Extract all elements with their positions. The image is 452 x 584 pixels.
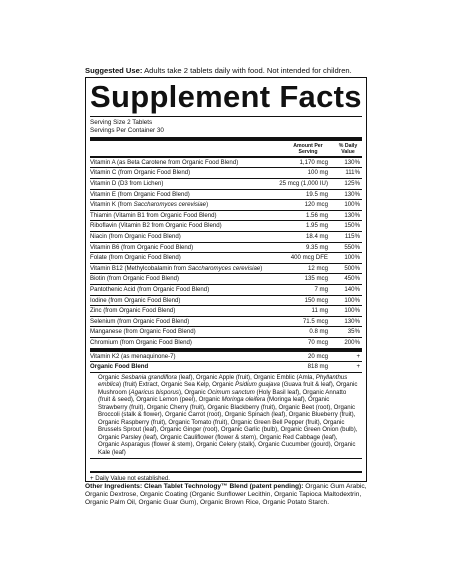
nutrient-name: Chromium (from Organic Food Blend) — [90, 338, 192, 346]
nutrient-amount: 100 mg — [307, 169, 328, 177]
nutrient-amount: 0.8 mg — [309, 328, 328, 336]
nutrient-row — [90, 221, 362, 232]
nutrient-amount: 70 mcg — [308, 338, 328, 346]
suggested-use-label: Suggested Use: — [85, 66, 143, 75]
nutrient-dv: 100% — [344, 254, 360, 262]
nutrient-amount: 1,170 mcg — [299, 158, 328, 166]
food-blend-row — [90, 362, 362, 373]
nutrient-amount: 1.95 mg — [305, 222, 328, 230]
nutrient-dv: 35% — [347, 328, 360, 336]
nutrient-amount: 25 mcg (1,000 IU) — [279, 180, 328, 187]
nutrient-dv: 111% — [345, 169, 360, 177]
nutrient-amount: 400 mcg DFE — [290, 254, 328, 262]
nutrient-name: Pantothenic Acid (from Organic Food Blend) — [90, 285, 210, 293]
nutrient-dv: 450% — [344, 275, 360, 283]
nutrient-name: Vitamin A (as Beta Carotene from Organic Food Blend) — [90, 158, 239, 166]
nutrient-amount: 120 mcg — [304, 201, 328, 209]
nutrient-amount: 818 mg — [307, 363, 328, 371]
nutrient-name: Manganese (from Organic Food Blend) — [90, 328, 196, 336]
nutrient-row — [90, 232, 362, 243]
nutrient-dv: 500% — [344, 264, 360, 272]
nutrient-amount: 135 mcg — [304, 275, 328, 283]
nutrient-dv: + — [356, 352, 360, 360]
nutrient-name: Iodine (from Organic Food Blend) — [90, 296, 181, 304]
nutrient-name: Vitamin B6 (from Organic Food Blend) — [90, 243, 194, 251]
nutrient-dv: 140% — [344, 285, 360, 293]
nutrient-amount: 11 mg — [311, 307, 328, 315]
nutrient-dv: 115% — [344, 232, 360, 240]
nutrient-row — [90, 338, 362, 349]
nutrient-row — [90, 200, 362, 211]
nutrient-name: Zinc (from Organic Food Blend) — [90, 307, 176, 315]
nutrient-dv: 200% — [344, 338, 360, 346]
nutrient-name: Vitamin E (from Organic Food Blend) — [90, 190, 190, 198]
other-ingredients — [85, 483, 370, 508]
nutrient-row — [90, 158, 362, 169]
servings-per-container: Servings Per Container 30 — [90, 127, 164, 135]
nutrient-amount: 18.4 mg — [305, 232, 328, 240]
panel-title: Supplement Facts — [90, 80, 362, 117]
nutrient-name: Vitamin B12 (Methylcobalamin from Saccharomyces cerevisiae) — [90, 264, 263, 272]
nutrient-dv: 130% — [344, 317, 360, 325]
nutrient-row — [90, 296, 362, 307]
nutrient-name: Biotin (from Organic Food Blend) — [90, 275, 180, 283]
nutrient-name: Niacin (from Organic Food Blend) — [90, 232, 181, 240]
nutrient-rows — [90, 158, 362, 349]
nutrient-dv: 100% — [344, 296, 360, 304]
nutrient-dv: 100% — [344, 307, 360, 315]
vitamin-k2-row — [90, 352, 362, 363]
nutrient-dv: 150% — [344, 222, 360, 230]
nutrient-name: Thiamin (Vitamin B1 from Organic Food Blend) — [90, 211, 217, 219]
nutrient-row — [90, 179, 362, 190]
nutrient-amount: 150 mcg — [304, 296, 328, 304]
nutrient-amount: 20 mcg — [308, 352, 328, 360]
nutrient-row — [90, 253, 362, 264]
nutrient-name: Folate (from Organic Food Blend) — [90, 254, 181, 262]
footnote: + Daily Value not established. — [90, 471, 362, 483]
nutrient-name: Vitamin K2 (as menaquinone-7) — [90, 352, 176, 360]
nutrient-name: Vitamin D (D3 from Lichen) — [90, 180, 164, 187]
nutrient-row — [90, 243, 362, 254]
amount-per-serving-header: Amount Per Serving — [293, 142, 323, 155]
column-header — [90, 141, 362, 156]
nutrient-row — [90, 306, 362, 317]
other-ingredients-label: Other Ingredients: Clean Tablet Technology™ Blend (patent pending): — [85, 483, 304, 490]
nutrient-amount: 12 mcg — [308, 264, 328, 272]
nutrient-dv: 100% — [344, 201, 360, 209]
nutrient-row — [90, 264, 362, 275]
daily-value-header: % Daily Value — [338, 142, 358, 155]
nutrient-name: Vitamin K (from Saccharomyces cerevisiae) — [90, 201, 209, 209]
nutrient-row — [90, 285, 362, 296]
nutrient-row — [90, 317, 362, 328]
nutrient-amount: 71.5 mcg — [302, 317, 328, 325]
nutrient-dv: 130% — [344, 190, 360, 198]
nutrient-row — [90, 274, 362, 285]
nutrient-row — [90, 168, 362, 179]
nutrient-dv: 130% — [344, 158, 360, 166]
nutrient-row — [90, 327, 362, 338]
nutrient-amount: 1.56 mg — [305, 211, 328, 219]
other-ingredients-text: Organic Gum Arabic, Organic Dextrose, Organic Coating (Organic Sunflower Lecithin, Organic Tapioca Maltodextrin, Organic Palm Oil, Organic Guar Gum), Organic Brown Rice, Organic Potato Starch. — [85, 483, 367, 507]
nutrient-amount: 9.35 mg — [305, 243, 328, 251]
nutrient-name: Selenium (from Organic Food Blend) — [90, 317, 190, 325]
nutrient-amount: 19.5 mg — [305, 190, 328, 198]
nutrient-dv: + — [356, 363, 360, 371]
food-blend-ingredients: Organic Sesbania grandiflora (leaf), Organic Apple (fruit), Organic Emblic (Amla, Phyllanthus emblica) (fruit) Extract, Organic Sea Kelp, Organic Psidium guajava (Guava fruit & leaf), Organic Mushroom (Agaricus bisporus), Organic Ocimum sanctum (Holy Basil leaf), Organic Annatto (fruit & seed), Organic Lemon (peel), Organic Moringa oleifera (Moringa leaf), Organic Strawberry (fruit), Organic Cherry (fruit), Organic Blackberry (fruit), Organic Beet (root), Organic Broccoli (stalk & flower), Organic Carrot (root), Organic Spinach (leaf), Organic Blueberry (fruit), Organic Raspberry (fruit), Organic Tomato (fruit), Organic Green Bell Pepper (fruit), Organic Brussels Sprout (leaf), Organic Ginger (root), Organic Garlic (bulb), Organic Green Onion (bulb), Organic Parsley (leaf), Organic Cauliflower (flower & stem), Organic Red Cabbage (leaf), Organic Asparagus (flower & stem), Organic Celery (stalk), Organic Cucumber (gourd), Organic Kale (leaf) — [90, 373, 362, 460]
nutrient-amount: 7 mg — [314, 285, 328, 293]
suggested-use — [85, 66, 375, 76]
nutrient-row — [90, 190, 362, 201]
nutrient-dv: 130% — [344, 211, 360, 219]
serving-size: Serving Size 2 Tablets — [90, 119, 153, 126]
nutrient-row — [90, 211, 362, 222]
nutrient-dv: 125% — [344, 180, 360, 187]
nutrient-name: Riboflavin (Vitamin B2 from Organic Food Blend) — [90, 222, 222, 230]
nutrient-name: Vitamin C (from Organic Food Blend) — [90, 169, 191, 177]
nutrient-name: Organic Food Blend — [90, 363, 149, 371]
supplement-facts-panel — [85, 77, 367, 482]
nutrient-dv: 550% — [344, 243, 360, 251]
suggested-use-text: Adults take 2 tablets daily with food. Not intended for children. — [142, 66, 352, 75]
